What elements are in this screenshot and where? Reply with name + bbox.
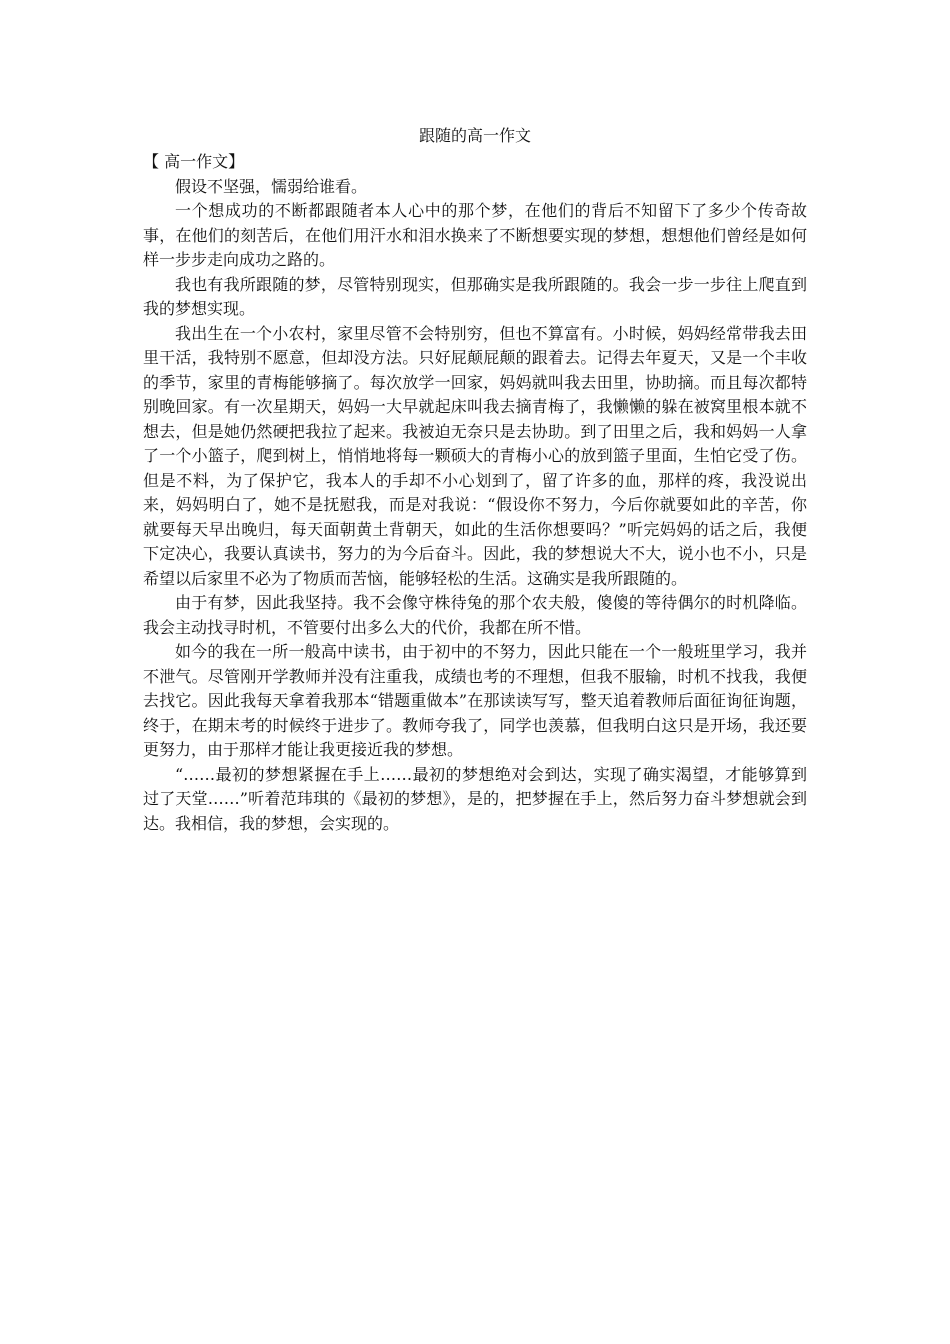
category-tag: 【 高一作文】 xyxy=(143,152,245,171)
paragraph-6: 如今的我在一所一般高中读书，由于初中的不努力，因此只能在一个一般班里学习，我并不泄气。尽管刚开学教师并没有注重我，成绩也考的不理想，但我不服输，时机不找我，我便去找它。因此我每天拿着我那本“错题重做本”在那读读写写，整天追着教师后面征询征询题，终于，在期末考的时候终于进步了。教师夸我了，同学也羡慕，但我明白这只是开场，我还要更努力，由于那样才能让我更接近我的梦想。 xyxy=(143,642,807,759)
paragraph-2: 一个想成功的不断都跟随者本人心中的那个梦，在他们的背后不知留下了多少个传奇故事，在他们的刻苦后，在他们用汗水和泪水换来了不断想要实现的梦想，想想他们曾经是如何样一步步走向成功之路的。 xyxy=(143,201,807,269)
paragraph-5: 由于有梦，因此我坚持。我不会像守株待兔的那个农夫般，傻傻的等待偶尔的时机降临。我会主动找寻时机，不管要付出多么大的代价，我都在所不惜。 xyxy=(143,593,807,637)
essay-body xyxy=(143,124,807,836)
paragraph-1: 假设不坚强，懦弱给谁看。 xyxy=(175,176,368,196)
paragraph-3: 我也有我所跟随的梦，尽管特别现实，但那确实是我所跟随的。我会一步一步往上爬直到我的梦想实现。 xyxy=(143,274,807,318)
paragraph-4: 我出生在一个小农村，家里尽管不会特别穷，但也不算富有。小时候，妈妈经常带我去田里干活，我特别不愿意，但却没方法。只好屁颠屁颠的跟着去。记得去年夏天，又是一个丰收的季节，家里的青梅能够摘了。每次放学一回家，妈妈就叫我去田里，协助摘。而且每次都特别晚回家。有一次星期天，妈妈一大早就起床叫我去摘青梅了，我懒懒的躲在被窝里根本就不想去，但是她仍然硬把我拉了起来。我被迫无奈只是去协助。到了田里之后，我和妈妈一人拿了一个小篮子，爬到树上，悄悄地将每一颗硕大的青梅小心的放到篮子里面，生怕它受了伤。但是不料，为了保护它，我本人的手却不小心划到了，留了许多的血，那样的疼，我没说出来，妈妈明白了，她不是抚慰我，而是对我说：“假设你不努力，今后你就要如此的辛苦，你就要每天早出晚归，每天面朝黄土背朝天，如此的生活你想要吗？”听完妈妈的话之后，我便下定决心，我要认真读书，努力的为今后奋斗。因此，我的梦想说大不大，说小也不小，只是希望以后家里不必为了物质而苦恼，能够轻松的生活。这确实是我所跟随的。 xyxy=(143,323,807,588)
paragraph-7: “……最初的梦想紧握在手上……最初的梦想绝对会到达，实现了确实渴望，才能够算到过了天堂……”听着范玮琪的《最初的梦想》，是的，把梦握在手上，然后努力奋斗梦想就会到达。我相信，我的梦想，会实现的。 xyxy=(143,764,807,833)
essay-title: 跟随的高一作文 xyxy=(418,126,531,145)
